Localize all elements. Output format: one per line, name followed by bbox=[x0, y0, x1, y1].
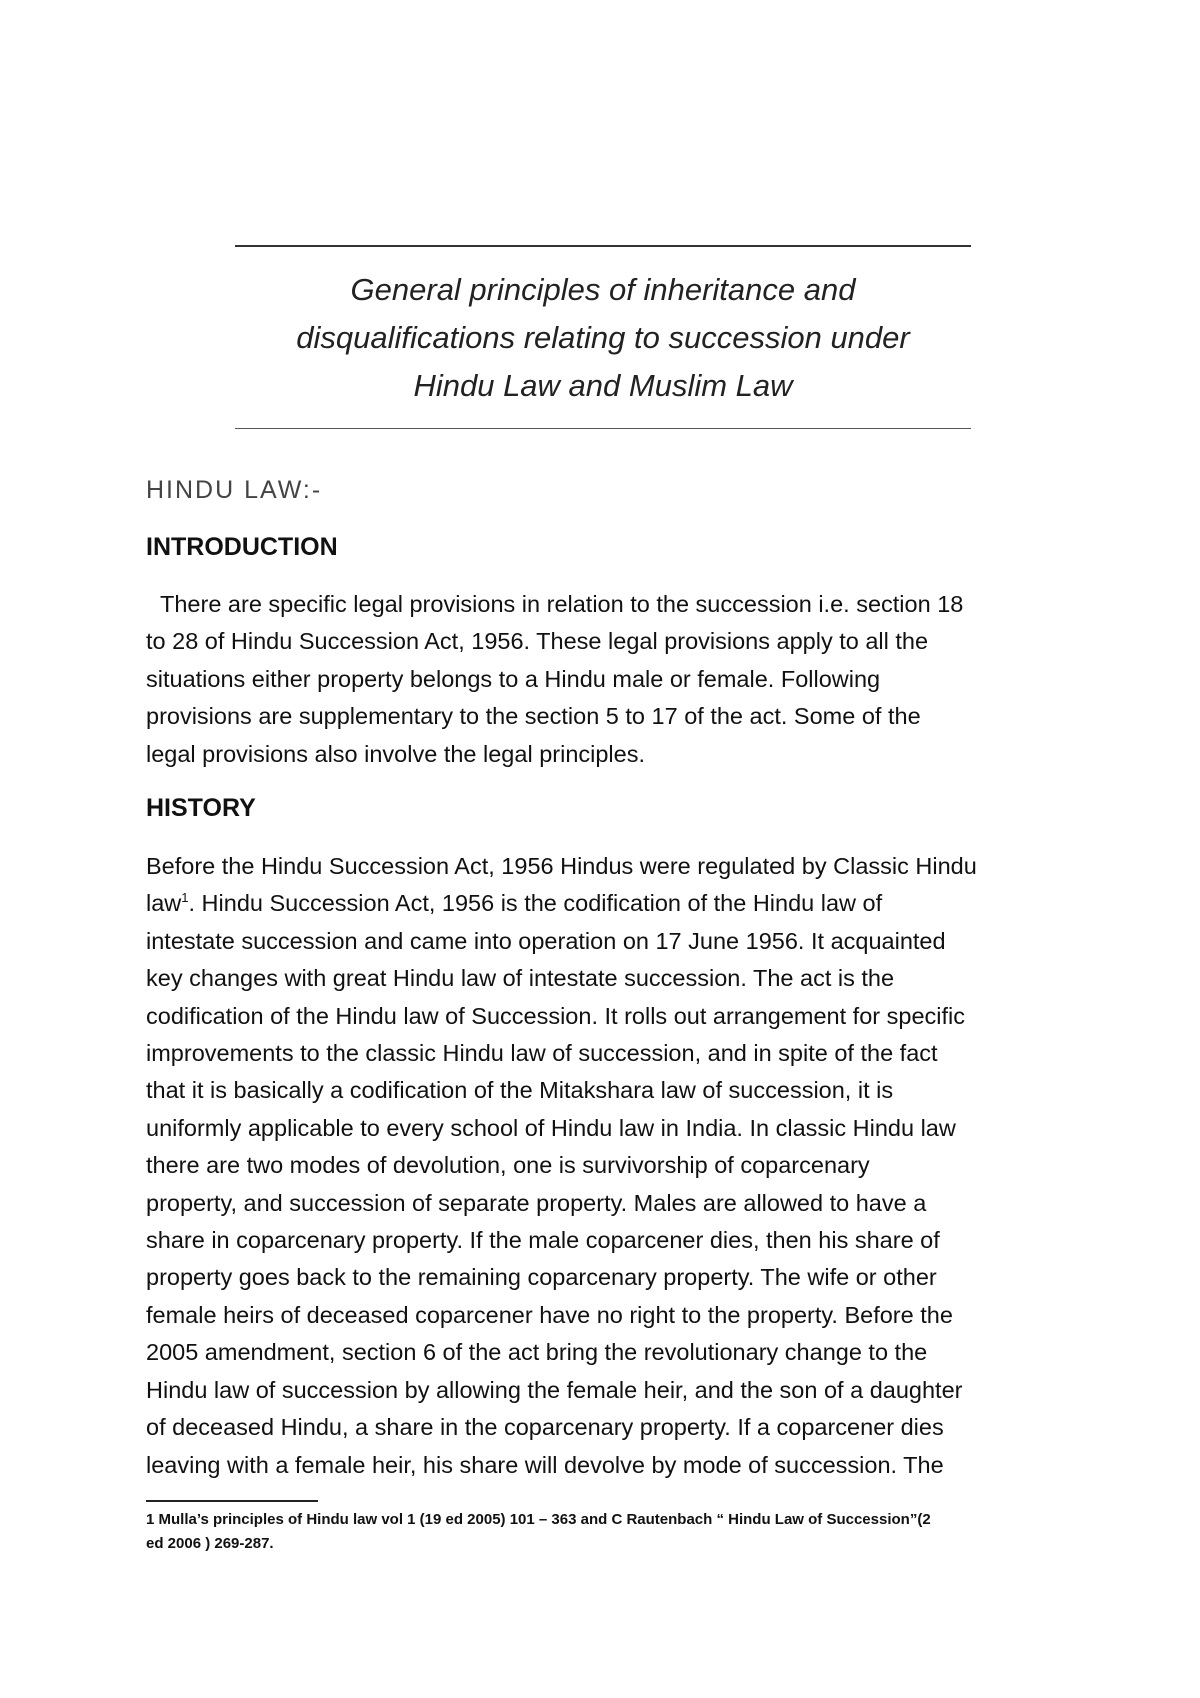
paragraph-line: provisions are supplementary to the section 5 to 17 of the act. Some of the bbox=[146, 703, 921, 730]
footnote bbox=[146, 1508, 1076, 1556]
paragraph-line: property goes back to the remaining coparcenary property. The wife or other bbox=[146, 1264, 937, 1291]
paragraph-line: intestate succession and came into operation on 17 June 1956. It acquainted bbox=[146, 927, 946, 954]
document-title bbox=[235, 266, 971, 410]
paragraph-line: leaving with a female heir, his share will devolve by mode of succession. The bbox=[146, 1451, 944, 1478]
paragraph-line: to 28 of Hindu Succession Act, 1956. These legal provisions apply to all the bbox=[146, 628, 929, 655]
paragraph-line: uniformly applicable to every school of Hindu law in India. In classic Hindu law bbox=[146, 1114, 956, 1141]
paragraph-line: that it is basically a codification of the Mitakshara law of succession, it is bbox=[146, 1077, 894, 1104]
title-top-rule bbox=[235, 245, 971, 247]
footnote-separator bbox=[146, 1500, 318, 1502]
footnote-line: 1 Mulla’s principles of Hindu law vol 1 (19 ed 2005) 101 – 363 and C Rautenbach “ Hindu Law of Succession”(2 bbox=[146, 1511, 931, 1528]
paragraph-line: share in coparcenary property. If the male coparcener dies, then his share of bbox=[146, 1227, 940, 1254]
paragraph-line: 2005 amendment, section 6 of the act bring the revolutionary change to the bbox=[146, 1339, 928, 1366]
paragraph-line bbox=[146, 885, 1076, 922]
paragraph-line: key changes with great Hindu law of intestate succession. The act is the bbox=[146, 965, 895, 992]
paragraph-line: female heirs of deceased coparcener have no right to the property. Before the bbox=[146, 1301, 953, 1328]
title-bottom-rule bbox=[235, 428, 971, 429]
paragraph-line: Hindu law of succession by allowing the female heir, and the son of a daughter bbox=[146, 1376, 963, 1403]
heading-introduction: INTRODUCTION bbox=[146, 533, 338, 561]
paragraph-line: legal provisions also involve the legal principles. bbox=[146, 740, 645, 767]
paragraph-line: there are two modes of devolution, one is survivorship of coparcenary bbox=[146, 1152, 870, 1179]
title-line: General principles of inheritance and bbox=[350, 272, 856, 307]
history-paragraph bbox=[146, 848, 1076, 1484]
paragraph-line: codification of the Hindu law of Succession. It rolls out arrangement for specific bbox=[146, 1002, 965, 1029]
section-label-hindu-law: HINDU LAW:- bbox=[146, 476, 323, 504]
title-line: disqualifications relating to succession under bbox=[296, 320, 910, 355]
title-line: Hindu Law and Muslim Law bbox=[413, 368, 793, 403]
footnote-reference[interactable]: 1 bbox=[181, 890, 189, 906]
paragraph-line: of deceased Hindu, a share in the coparcenary property. If a coparcener dies bbox=[146, 1414, 944, 1441]
paragraph-line: There are specific legal provisions in relation to the succession i.e. section 18 bbox=[160, 591, 964, 617]
paragraph-text: . Hindu Succession Act, 1956 is the codification of the Hindu law of bbox=[188, 890, 883, 917]
paragraph-line: improvements to the classic Hindu law of succession, and in spite of the fact bbox=[146, 1040, 938, 1067]
footnote-line: ed 2006 ) 269-287. bbox=[146, 1535, 274, 1552]
heading-history: HISTORY bbox=[146, 794, 256, 822]
paragraph-line: situations either property belongs to a Hindu male or female. Following bbox=[146, 665, 881, 692]
paragraph-line: Before the Hindu Succession Act, 1956 Hindus were regulated by Classic Hindu bbox=[146, 853, 977, 879]
introduction-paragraph bbox=[146, 586, 1076, 773]
paragraph-line: property, and succession of separate property. Males are allowed to have a bbox=[146, 1189, 927, 1216]
paragraph-text: law bbox=[146, 890, 182, 917]
